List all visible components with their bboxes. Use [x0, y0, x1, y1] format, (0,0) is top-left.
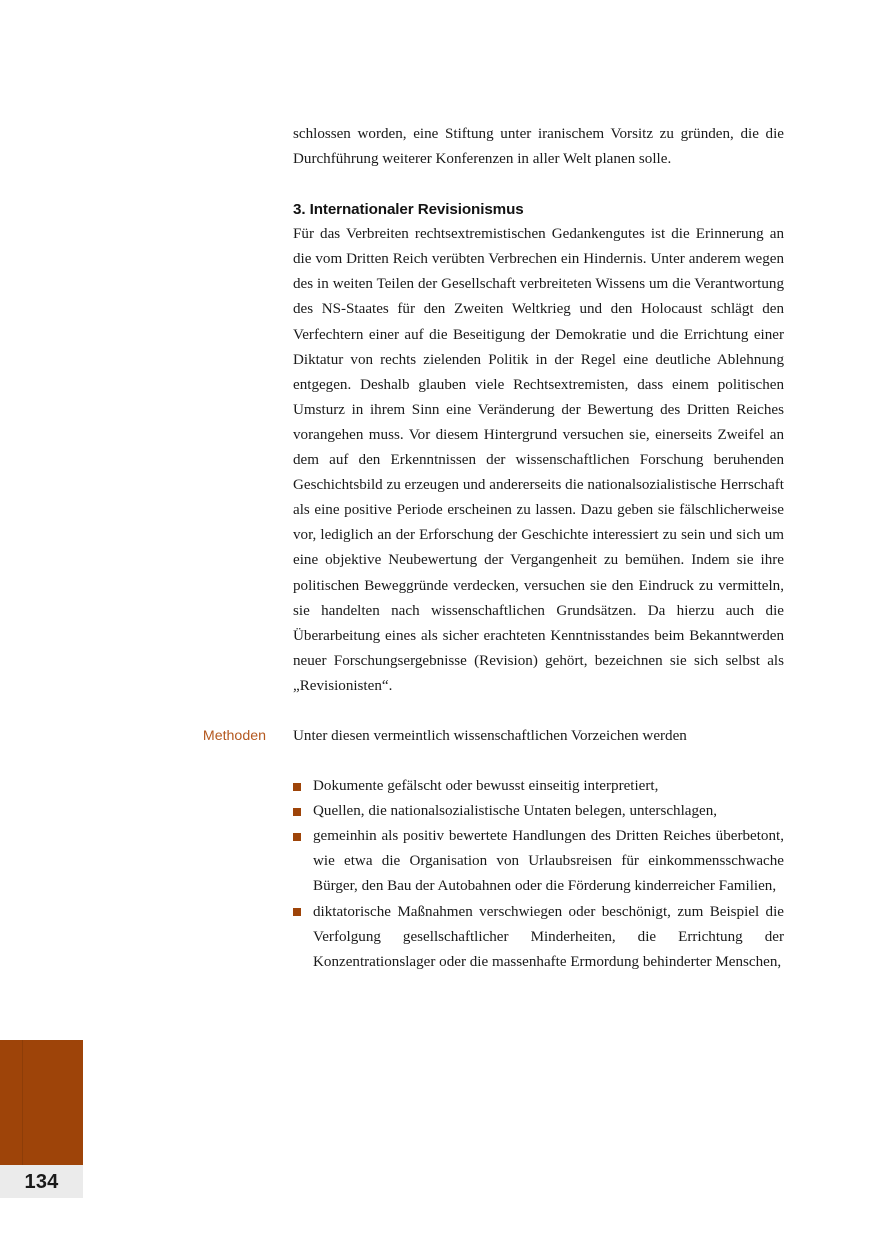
list-item-text: diktatorische Maßnahmen verschwiegen oder beschönigt, zum Beispiel die Verfolgung gesellschaftlicher Minderheiten, die Errichtung der Konzentrationslager oder die massenhafte Ermordung behinderter Menschen, — [313, 903, 784, 970]
main-paragraph: Für das Verbreiten rechtsextremistischen Gedankengutes ist die Erinnerung an die vom Dritten Reich verübten Verbrechen ein Hindernis. Unter anderem wegen des in weiten Teilen der Gesellschaft verbreiteten Wissens um die Verantwortung des NS-Staates für den Zweiten Weltkrieg und den Holocaust schlägt den Verfechtern einer auf die Beseitigung der Demokratie und die Errichtung einer Diktatur von rechts zielenden Politik in der Regel eine deutliche Ablehnung entgegen. Deshalb glauben viele Rechtsextremisten, dass einem politischen Umsturz in ihrem Sinn eine Veränderung der Bewertung des Dritten Reiches vorangehen muss. Vor diesem Hintergrund versuchen sie, einerseits Zweifel an dem auf den Erkenntnissen der wissenschaftlichen Forschung beruhenden Geschichtsbild zu erzeugen und andererseits die nationalsozialistische Herrschaft als eine positive Periode erscheinen zu lassen. Dazu geben sie fälschlicherweise vor, lediglich an der Erforschung der Geschichte interessiert zu sein und sich um eine objektive Neubewertung der Vergangenheit zu bemühen. Indem sie ihre politischen Beweggründe verdecken, versuchen sie den Eindruck zu vermitteln, sie handelten nach wissenschaftlichen Grundsätzen. Da hierzu auch die Überarbeitung eines als sicher erachteten Kenntnisstandes beim Bekanntwerden neuer Forschungsergebnisse (Revision) gehört, bezeichnen sie sich selbst als „Revisionisten“. — [293, 226, 784, 694]
list-item — [293, 900, 784, 975]
list-intro-row — [202, 724, 784, 749]
list-item — [293, 824, 784, 899]
list-item — [293, 799, 784, 824]
page-number: 134 — [24, 1170, 59, 1193]
list-item-text: Quellen, die nationalsozialistische Untaten belegen, unterschlagen, — [313, 803, 718, 820]
section-heading: 3. Internationaler Revisionismus — [293, 201, 524, 219]
list-item-text: Dokumente gefälscht oder bewusst einseitig interpretiert, — [313, 778, 659, 795]
margin-note-methoden: Methoden — [202, 727, 266, 744]
list-item — [293, 774, 784, 799]
page-number-box — [0, 1165, 83, 1198]
list-item-text: gemeinhin als positiv bewertete Handlungen des Dritten Reiches überbetont, wie etwa die Organisation von Urlaubsreisen für einkommensschwache Bürger, den Bau der Autobahnen oder die Förderung kinderreicher Familien, — [313, 828, 784, 895]
chapter-margin-tab — [0, 1040, 83, 1165]
list-intro-paragraph: Unter diesen vermeintlich wissenschaftlichen Vorzeichen werden — [293, 727, 687, 744]
text-column — [202, 122, 784, 975]
methods-bullet-list — [293, 774, 784, 975]
intro-paragraph: schlossen worden, eine Stiftung unter iranischem Vorsitz zu gründen, die die Durchführung weiterer Konferenzen in aller Welt planen solle. — [293, 126, 784, 168]
spacer-before-heading — [293, 172, 784, 197]
margin-tab-seam — [22, 1040, 23, 1165]
